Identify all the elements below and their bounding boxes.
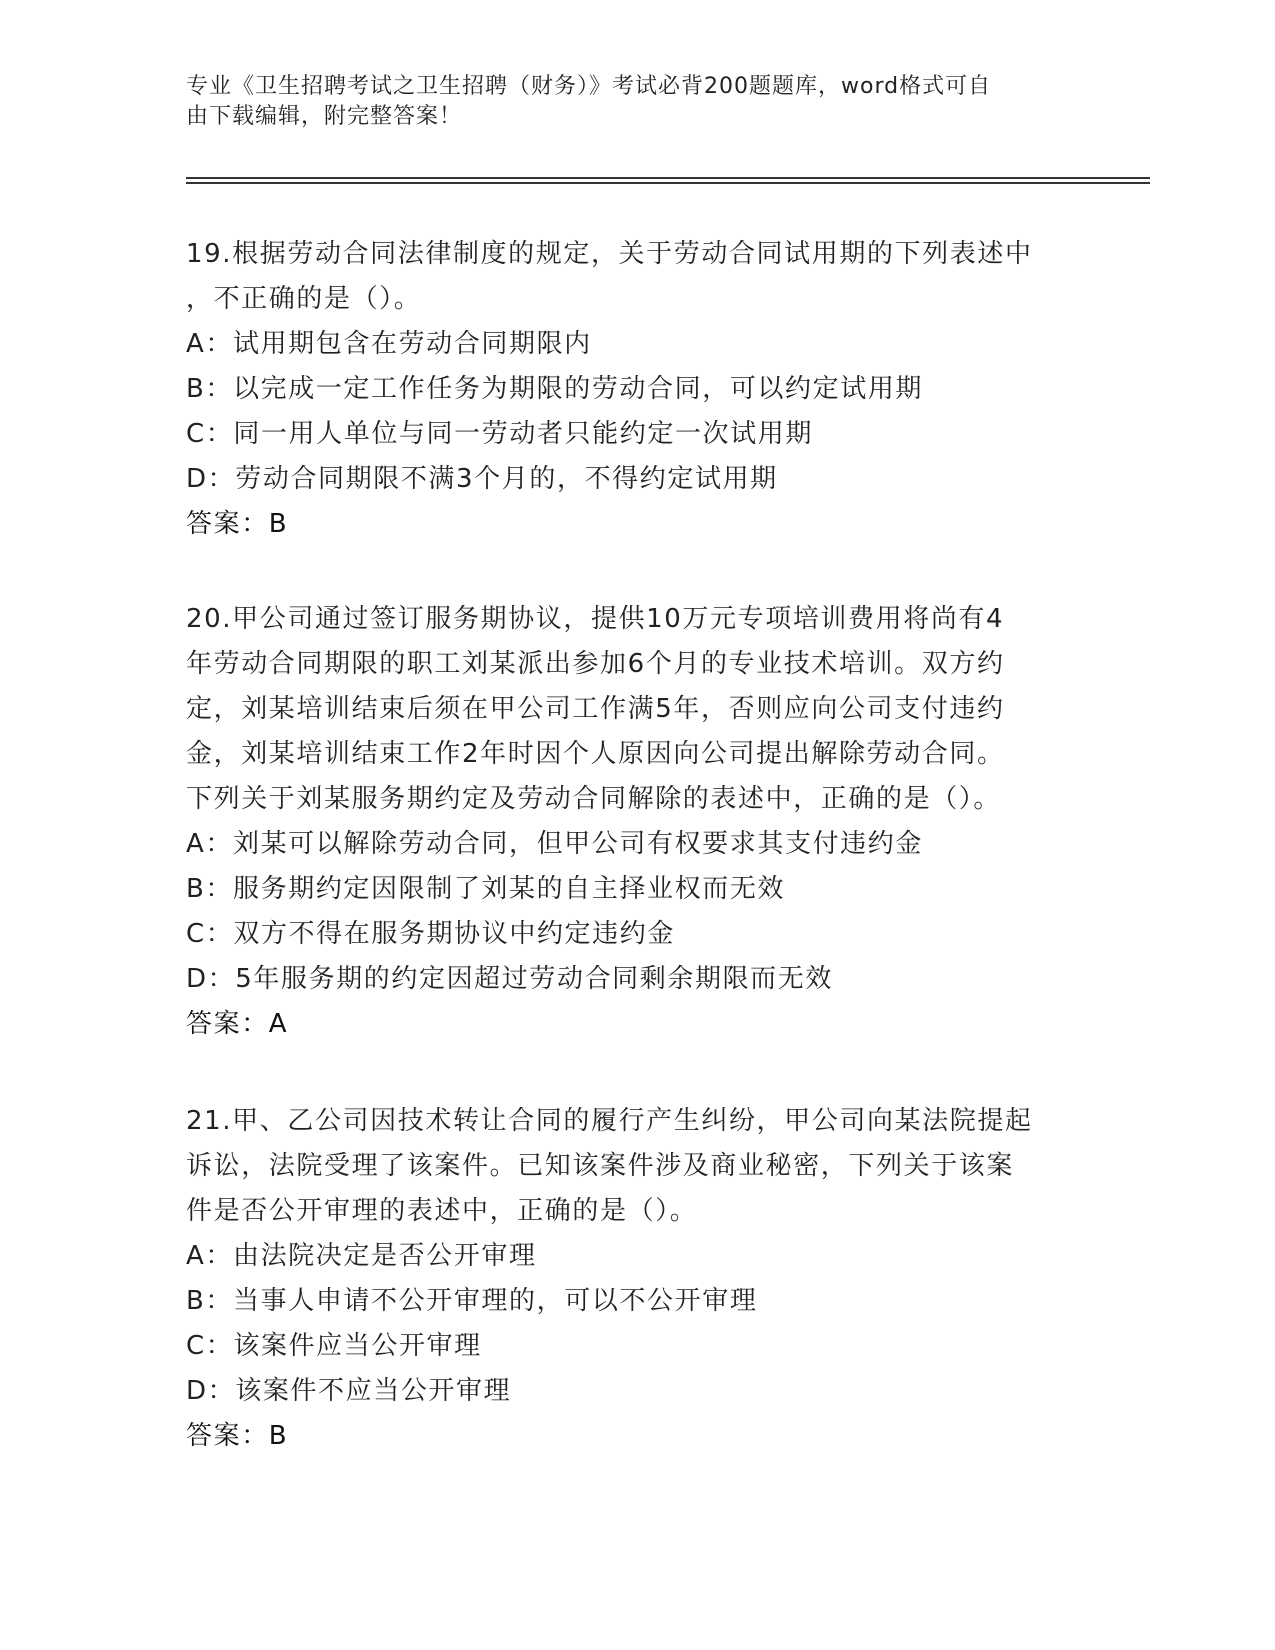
option-c: C：同一用人单位与同一劳动者只能约定一次试用期 bbox=[186, 419, 813, 449]
option-d: D：该案件不应当公开审理 bbox=[186, 1376, 512, 1406]
question-stem-line: 下列关于刘某服务期约定及劳动合同解除的表述中，正确的是（）。 bbox=[186, 784, 1002, 814]
option-b: B：当事人申请不公开审理的，可以不公开审理 bbox=[186, 1286, 758, 1316]
header-line-2: 由下载编辑，附完整答案！ bbox=[186, 104, 463, 129]
question-stem-line: 20.甲公司通过签订服务期协议，提供10万元专项培训费用将尚有4 bbox=[186, 604, 1005, 634]
option-c: C：双方不得在服务期协议中约定违约金 bbox=[186, 919, 675, 949]
question-stem-line: 定，刘某培训结束后须在甲公司工作满5年，否则应向公司支付违约 bbox=[186, 694, 1005, 724]
answer-label: 答案：B bbox=[186, 1421, 289, 1451]
question-stem-line: 件是否公开审理的表述中，正确的是（）。 bbox=[186, 1196, 698, 1226]
header-divider-top bbox=[186, 177, 1150, 179]
answer-label: 答案：A bbox=[186, 1009, 289, 1039]
option-d: D：5年服务期的约定因超过劳动合同剩余期限而无效 bbox=[186, 964, 833, 994]
option-d: D：劳动合同期限不满3个月的，不得约定试用期 bbox=[186, 464, 778, 494]
answer-label: 答案：B bbox=[186, 509, 289, 539]
question-19 bbox=[186, 232, 1086, 547]
question-stem-line: 21.甲、乙公司因技术转让合同的履行产生纠纷，甲公司向某法院提起 bbox=[186, 1106, 1033, 1136]
question-stem-line: ，不正确的是（）。 bbox=[186, 284, 422, 314]
header-line-1: 专业《卫生招聘考试之卫生招聘（财务）》考试必背200题题库，word格式可自 bbox=[186, 74, 992, 99]
option-a: A：刘某可以解除劳动合同，但甲公司有权要求其支付违约金 bbox=[186, 829, 923, 859]
question-stem-line: 19.根据劳动合同法律制度的规定，关于劳动合同试用期的下列表述中 bbox=[186, 239, 1033, 269]
document-header bbox=[186, 72, 1066, 132]
question-stem-line: 年劳动合同期限的职工刘某派出参加6个月的专业技术培训。双方约 bbox=[186, 649, 1005, 679]
header-divider-bottom bbox=[186, 182, 1150, 184]
question-21 bbox=[186, 1099, 1086, 1459]
question-20 bbox=[186, 597, 1086, 1047]
option-a: A：试用期包含在劳动合同期限内 bbox=[186, 329, 592, 359]
option-b: B：服务期约定因限制了刘某的自主择业权而无效 bbox=[186, 874, 786, 904]
option-a: A：由法院决定是否公开审理 bbox=[186, 1241, 537, 1271]
question-stem-line: 金，刘某培训结束工作2年时因个人原因向公司提出解除劳动合同。 bbox=[186, 739, 1005, 769]
question-stem-line: 诉讼，法院受理了该案件。已知该案件涉及商业秘密，下列关于该案 bbox=[186, 1151, 1015, 1181]
option-b: B：以完成一定工作任务为期限的劳动合同，可以约定试用期 bbox=[186, 374, 924, 404]
option-c: C：该案件应当公开审理 bbox=[186, 1331, 482, 1361]
